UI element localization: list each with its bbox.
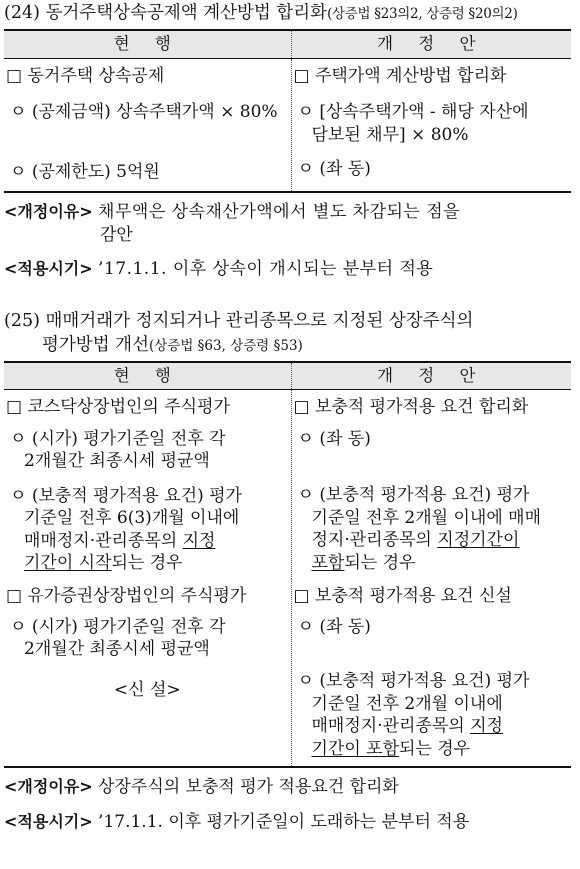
revised-kosdaq-heading: □ 보충적 평가적용 요건 합리화 bbox=[293, 397, 529, 418]
current-kosdaq-supplementary-line2: 기준일 전후 6(3)개월 이내에 bbox=[24, 508, 240, 529]
revised-item-deduction-amount bbox=[292, 91, 572, 150]
current-kosdaq-market-price-line1: ㅇ (시가) 평가기준일 전후 각 bbox=[10, 428, 226, 449]
column-header-current: 현 행 bbox=[4, 362, 291, 390]
revised-kosdaq-market-price: ㅇ (좌 동) bbox=[297, 428, 371, 449]
revised-kospi-market-price: ㅇ (좌 동) bbox=[297, 616, 371, 637]
revised-kospi-supplementary-underline2: 기간이 포함 bbox=[311, 738, 400, 759]
revised-kospi-supplementary-underline1: 지정 bbox=[470, 716, 503, 737]
current-column bbox=[4, 58, 291, 192]
current-kosdaq-market-price bbox=[4, 423, 291, 477]
current-kosdaq-supplementary-underline2: 기간이 시작 bbox=[24, 553, 112, 574]
revised-kosdaq-supplementary-line2: 기준일 전후 2개월 이내에 매매 bbox=[311, 507, 541, 528]
effective-label: <적용시기> bbox=[4, 811, 93, 831]
revised-kosdaq-supplementary-line3: 정지·관리종목의 bbox=[311, 530, 438, 551]
effective-text: ’17.1.1. 이후 평가기준일이 도래하는 분부터 적용 bbox=[98, 811, 470, 832]
section-25-effective-date bbox=[4, 811, 576, 833]
revised-column bbox=[291, 58, 571, 192]
effective-text: ’17.1.1. 이후 상속이 개시되는 분부터 적용 bbox=[98, 259, 434, 280]
current-kosdaq-heading: □ 코스닥상장법인의 주식평가 bbox=[6, 397, 230, 418]
current-kosdaq-supplementary-line4: 되는 경우 bbox=[111, 553, 183, 574]
revised-kosdaq-supplementary-underline1: 지정기간이 bbox=[437, 530, 520, 551]
current-item-deduction-amount: ㅇ (공제금액) 상속주택가액 × 80% bbox=[10, 102, 278, 123]
effective-label: <적용시기> bbox=[4, 259, 93, 279]
current-item-deduction-limit: ㅇ (공제한도) 5억원 bbox=[10, 161, 160, 182]
revised-column-kospi bbox=[291, 579, 571, 768]
section-25-heading bbox=[4, 310, 576, 356]
revised-item-deduction-limit: ㅇ (좌 동) bbox=[297, 159, 371, 180]
section-24-reason bbox=[4, 201, 576, 246]
section-25-title-line2 bbox=[4, 334, 576, 357]
revised-kospi-supplementary-line3: 매매정지·관리종목의 bbox=[311, 716, 471, 737]
reason-text-continued: 감안 bbox=[100, 224, 133, 245]
section-25-reason bbox=[4, 776, 576, 798]
section-24-title: (24) 동거주택상속공제액 계산방법 합리화 bbox=[4, 3, 328, 23]
revised-item-heading: □ 주택가액 계산방법 합리화 bbox=[293, 65, 507, 86]
section-25-reference: (상증법 §63, 상증령 §53) bbox=[149, 337, 303, 354]
current-kosdaq-market-price-line2: 2개월간 최종시세 평균액 bbox=[24, 451, 210, 472]
revised-kosdaq-supplementary-underline2: 포함 bbox=[311, 552, 345, 573]
revised-kospi-heading: □ 보충적 평가적용 요건 신설 bbox=[293, 585, 512, 606]
column-header-revised: 개 정 안 bbox=[291, 30, 571, 58]
current-kospi-heading: □ 유가증권상장법인의 주식평가 bbox=[6, 585, 247, 606]
section-25-title-text: 평가방법 개선 bbox=[42, 334, 149, 355]
current-kosdaq-supplementary-underline1: 지정 bbox=[182, 530, 216, 551]
revised-kospi-supplementary-line4: 되는 경우 bbox=[399, 738, 471, 759]
current-column-kosdaq bbox=[4, 390, 291, 579]
revised-kosdaq-supplementary-line1: ㅇ (보충적 평가적용 요건) 평가 bbox=[297, 485, 530, 506]
revised-column-kosdaq bbox=[291, 390, 571, 579]
column-header-revised: 개 정 안 bbox=[291, 362, 571, 390]
reason-label: <개정이유> bbox=[4, 202, 93, 222]
revised-kospi-supplementary-line1: ㅇ (보충적 평가적용 요건) 평가 bbox=[297, 671, 530, 692]
current-kospi-market-price bbox=[4, 611, 291, 665]
revised-kosdaq-supplementary-line4: 되는 경우 bbox=[344, 552, 416, 573]
current-kospi-market-price-line1: ㅇ (시가) 평가기준일 전후 각 bbox=[10, 616, 226, 637]
document-page bbox=[4, 2, 576, 833]
current-kosdaq-supplementary-line1: ㅇ (보충적 평가적용 요건) 평가 bbox=[10, 485, 242, 506]
revised-kospi-supplementary bbox=[292, 642, 572, 766]
current-column-kospi bbox=[4, 579, 291, 768]
section-24-effective-date bbox=[4, 258, 576, 280]
revised-item-deduction-amount-line1: ㅇ [상속주택가액 - 해당 자산에 bbox=[297, 102, 529, 123]
section-25-comparison-table bbox=[4, 361, 571, 768]
column-header-current: 현 행 bbox=[4, 30, 291, 58]
section-24-comparison-table bbox=[4, 29, 571, 193]
revised-kospi-supplementary-line2: 기준일 전후 2개월 이내에 bbox=[311, 693, 503, 714]
section-25-title-line1: (25) 매매거래가 정지되거나 관리종목으로 지정된 상장주식의 bbox=[4, 311, 474, 332]
revised-item-deduction-amount-line2: 담보된 채무] × 80% bbox=[311, 124, 469, 145]
revised-kosdaq-supplementary bbox=[292, 454, 572, 578]
current-kosdaq-supplementary-line3: 매매정지·관리종목의 bbox=[24, 530, 183, 551]
section-24-heading bbox=[4, 2, 576, 25]
reason-text: 채무액은 상속재산가액에서 별도 차감되는 점을 bbox=[98, 202, 461, 223]
current-kospi-new-provision: <신 설> bbox=[113, 679, 181, 700]
reason-label: <개정이유> bbox=[4, 777, 93, 797]
current-item-heading: □ 동거주택 상속공제 bbox=[6, 65, 165, 86]
current-kosdaq-supplementary bbox=[4, 477, 291, 579]
current-kospi-market-price-line2: 2개월간 최종시세 평균액 bbox=[24, 639, 210, 660]
reason-text: 상장주식의 보충적 평가 적용요건 합리화 bbox=[98, 777, 399, 798]
section-24-reference: (상증법 §23의2, 상증령 §20의2) bbox=[327, 6, 518, 22]
